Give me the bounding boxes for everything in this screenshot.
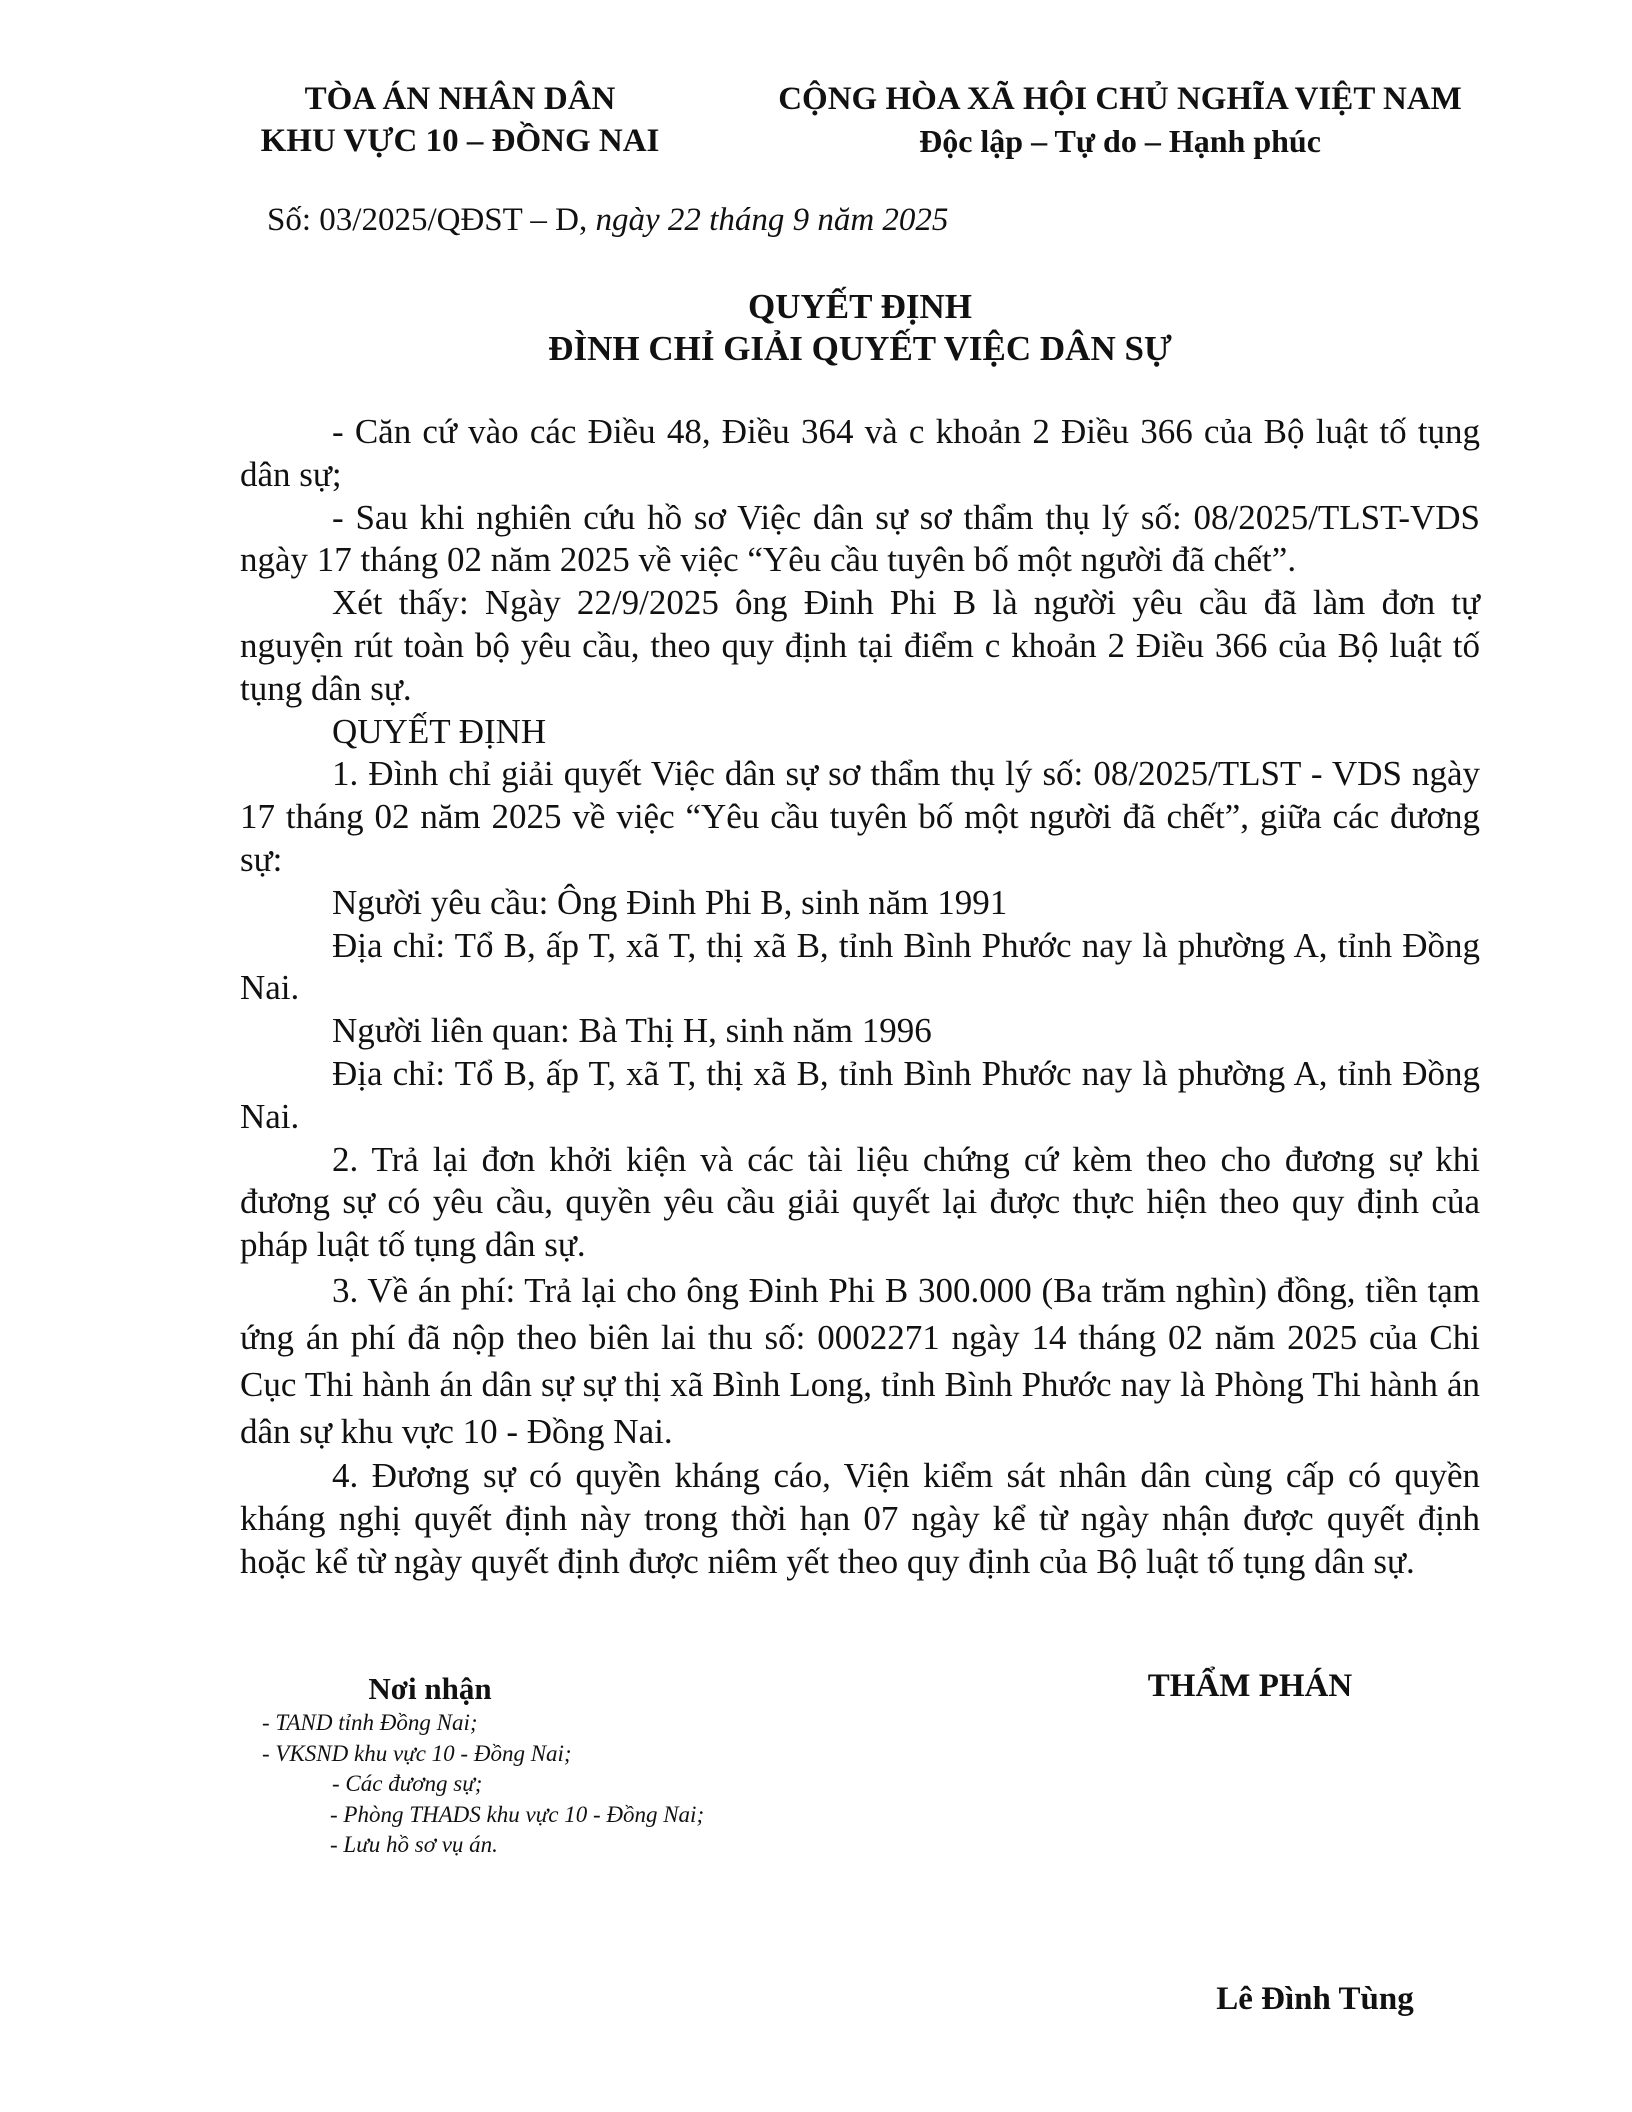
paragraph-item-4: 4. Đương sự có quyền kháng cáo, Viện kiểm sát nhân dân cùng cấp có quyền kháng nghị quyết định này trong thời hạn 07 ngày kể từ ngày nhận được quyết định hoặc kể từ ngày quyết định được niêm yết theo quy định của Bộ luật tố tụng dân sự. [240,1455,1480,1581]
judge-title: THẨM PHÁN [1147,1668,1353,1704]
court-name: TÒA ÁN NHÂN DÂN [304,81,616,117]
decision-number: Số: 03/2025/QĐST – D, [267,202,588,238]
paragraph-related-party-address: Địa chỉ: Tổ B, ấp T, xã T, thị xã B, tỉnh Bình Phước nay là phường A, tỉnh Đồng Nai. [240,1053,1480,1136]
nation-header [730,78,1510,162]
recipients-title: Nơi nhận [368,1671,492,1706]
recipient-item: - Các đương sự; [332,1771,483,1796]
nation-motto: Độc lập – Tự do – Hạnh phúc [919,123,1321,159]
recipient-item: - Phòng THADS khu vực 10 - Đồng Nai; [330,1801,705,1827]
court-header [230,78,690,162]
document-subtitle: ĐÌNH CHỈ GIẢI QUYẾT VIỆC DÂN SỰ [548,329,1172,368]
paragraph-item-3: 3. Về án phí: Trả lại cho ông Đinh Phi B 300.000 (Ba trăm nghìn) đồng, tiền tạm ứng án phí đã nộp theo biên lai thu số: 0002271 ngày 14 tháng 02 năm 2025 của Chi Cục Thi hành án dân sự sự thị xã Bình Long, tỉnh Bình Phước nay là Phòng Thi hành án dân sự khu vực 10 - Đồng Nai. [240,1270,1480,1451]
paragraph-item-1: 1. Đình chỉ giải quyết Việc dân sự sơ thẩm thụ lý số: 08/2025/TLST - VDS ngày 17 tháng 02 năm 2025 về việc “Yêu cầu tuyên bố một người đã chết”, giữa các đương sự: [240,754,1480,879]
paragraph-consideration: Xét thấy: Ngày 22/9/2025 ông Đinh Phi B là người yêu cầu đã làm đơn tự nguyện rút toàn bộ yêu cầu, theo quy định tại điểm c khoản 2 Điều 366 của Bộ luật tố tụng dân sự. [240,583,1480,708]
paragraph-requester: Người yêu cầu: Ông Đinh Phi B, sinh năm 1991 [332,882,1008,922]
paragraph-legal-basis: - Căn cứ vào các Điều 48, Điều 364 và c khoản 2 Điều 366 của Bộ luật tố tụng dân sự; [240,412,1480,494]
court-region: KHU VỰC 10 – ĐỒNG NAI [260,123,660,159]
judge-name: Lê Đình Tùng [1216,1981,1414,2017]
decision-body [240,411,1480,1583]
document-title: QUYẾT ĐỊNH [748,287,972,326]
recipient-item: - TAND tỉnh Đồng Nai; [262,1710,478,1735]
paragraph-item-2: 2. Trả lại đơn khởi kiện và các tài liệu chứng cứ kèm theo cho đương sự khi đương sự có yêu cầu, quyền yêu cầu giải quyết lại được thực hiện theo quy định của pháp luật tố tụng dân sự. [240,1139,1480,1265]
recipient-item: - Lưu hồ sơ vụ án. [330,1832,498,1857]
reference-line [267,198,948,242]
section-heading-decision: QUYẾT ĐỊNH [332,711,547,751]
decision-date: ngày 22 tháng 9 năm 2025 [595,202,949,238]
paragraph-case-review: - Sau khi nghiên cứu hồ sơ Việc dân sự sơ thẩm thụ lý số: 08/2025/TLST-VDS ngày 17 tháng 02 năm 2025 về việc “Yêu cầu tuyên bố một người đã chết”. [240,497,1480,580]
recipient-item: - VKSND khu vực 10 - Đồng Nai; [262,1740,572,1766]
paragraph-related-party: Người liên quan: Bà Thị H, sinh năm 1996 [332,1011,932,1051]
paragraph-requester-address: Địa chỉ: Tổ B, ấp T, xã T, thị xã B, tỉnh Bình Phước nay là phường A, tỉnh Đồng Nai. [240,925,1480,1008]
nation-name: CỘNG HÒA XÃ HỘI CHỦ NGHĨA VIỆT NAM [778,81,1462,117]
